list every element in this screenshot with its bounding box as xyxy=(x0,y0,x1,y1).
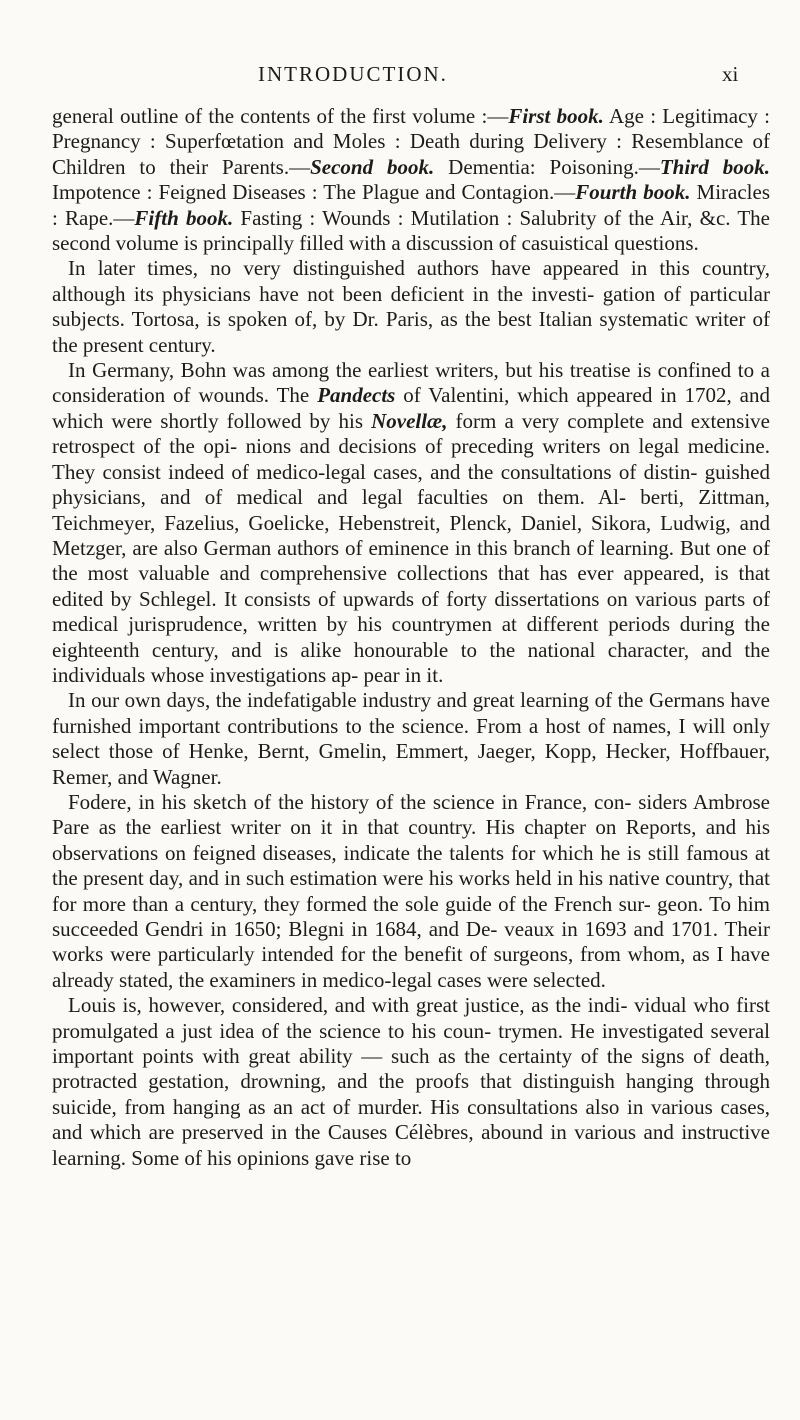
text-run: Fasting : Wounds : Mutilation : Salubrity of the Air, &c. The second volume is principally filled with a discussion of casuistical questions. xyxy=(52,205,770,256)
paragraph xyxy=(52,688,770,790)
text-run: general outline of the contents of the first volume :— xyxy=(52,104,509,128)
running-head xyxy=(0,62,800,92)
emphasized-text: Fourth book. xyxy=(575,180,691,205)
text-run: Louis is, however, considered, and with great justice, as the indi- vidual who first promulgated a just idea of the science to his coun- trymen. He investigated several important points with great ability — such as the certainty of the signs of death, protracted gestation, drowning, and the proofs that distinguish hanging through suicide, from hanging as an act of murder. His consultations also in various cases, and which are preserved in the Causes Célèbres, abound in various and instructive learning. Some of his opinions gave rise to xyxy=(52,993,770,1170)
paragraph xyxy=(52,993,770,1171)
paragraph xyxy=(52,790,770,993)
emphasized-text: Pandects xyxy=(317,383,396,408)
text-run: In later times, no very distinguished authors have appeared in this country, although its physicians have not been deficient in the investi- gation of particular subjects. Tortosa, is spoken of, by Dr. Paris, as the best Italian systematic writer of the present century. xyxy=(52,256,770,357)
text-run: Age : Legitimacy : Pregnancy : Superfœtation and Moles : Death during Delivery : Resemblance of Children to their Parents.— xyxy=(52,104,770,179)
emphasized-text: Novellæ, xyxy=(371,408,448,433)
text-run: In our own days, the indefatigable industry and great learning of the Germans have furnished important contributions to the science. From a host of names, I will only select those of Henke, Bernt, Gmelin, Emmert, Jaeger, Kopp, Hecker, Hoffbauer, Remer, and Wagner. xyxy=(52,688,770,789)
text-run: of Valentini, which appeared in 1702, and which were shortly followed by his xyxy=(52,383,771,433)
emphasized-text: First book. xyxy=(508,104,604,128)
body-text xyxy=(52,104,770,1171)
text-run: In Germany, Bohn was among the earliest writers, but his treatise is confined to a consideration of wounds. The xyxy=(52,358,770,408)
running-title: INTRODUCTION. xyxy=(258,62,448,86)
text-run: Miracles : Rape.— xyxy=(52,180,770,230)
page-number: xi xyxy=(722,62,739,86)
paragraph xyxy=(52,256,770,358)
emphasized-text: Third book. xyxy=(659,154,770,179)
text-run: Fodere, in his sketch of the history of the science in France, con- siders Ambrose Pare as the earliest writer on it in that country. His chapter on Reports, and his observations on feigned diseases, indicate the talents for which he is still famous at the present day, and in such estimation were his works held in his native country, that for more than a century, they formed the sole guide of the French sur- geon. To him succeeded Gendri in 1650; Blegni in 1684, and De- veaux in 1693 and 1701. Their works were particularly intended for the benefit of surgeons, from whom, as I have already stated, the examiners in medico-legal cases were selected. xyxy=(52,789,770,992)
paragraph xyxy=(52,358,770,688)
text-run: Dementia: Poisoning.— xyxy=(434,154,660,179)
text-run: form a very complete and extensive retrospect of the opi- nions and decisions of preceding writers on legal medicine. They consist indeed of medico-legal cases, and the consultations of distin- guished physicians, and of medical and legal faculties on them. Al- berti, Zittman, Teichmeyer, Fazelius, Goelicke, Hebenstreit, Plenck, Daniel, Sikora, Ludwig, and Metzger, are also German authors of eminence in this branch of learning. But one of the most valuable and comprehensive collections that has ever appeared, is that edited by Schlegel. It consists of upwards of forty dissertations on various parts of medical jurisprudence, written by his countrymen at different periods during the eighteenth century, and is alike honourable to the national character, and the individuals whose investigations ap- pear in it. xyxy=(52,408,770,687)
emphasized-text: Fifth book. xyxy=(134,205,234,230)
text-run: Impotence : Feigned Diseases : The Plague and Contagion.— xyxy=(52,180,576,205)
emphasized-text: Second book. xyxy=(310,154,435,179)
paragraph xyxy=(52,104,770,256)
